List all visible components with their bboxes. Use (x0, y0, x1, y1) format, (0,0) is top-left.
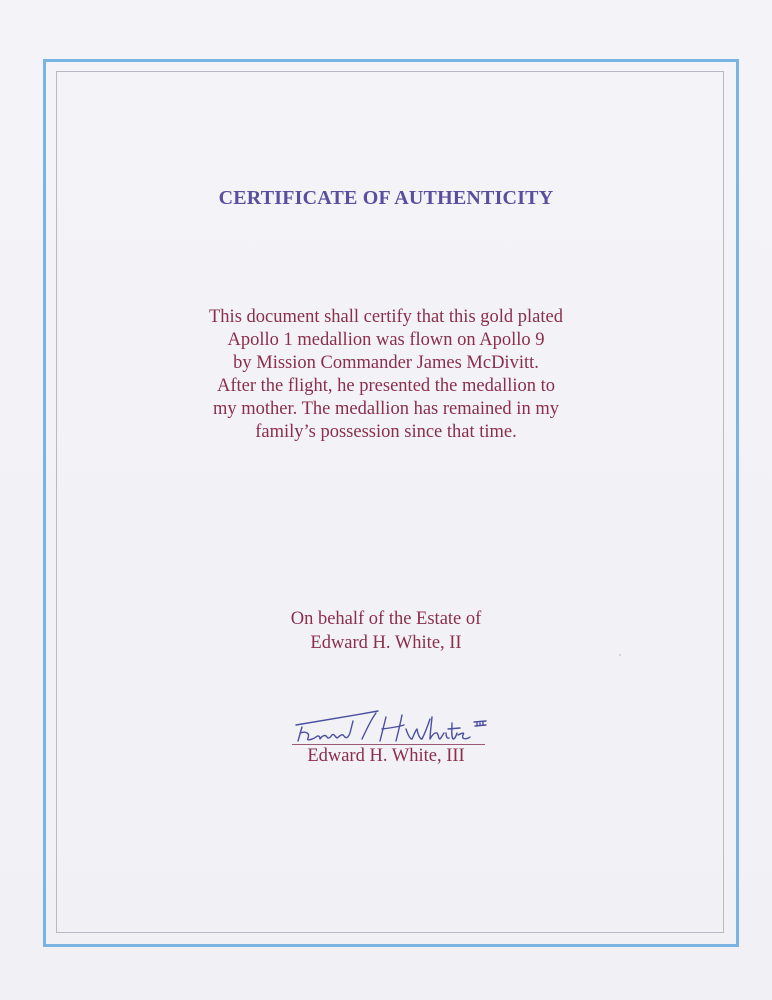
behalf-line: On behalf of the Estate of (290, 609, 482, 629)
signature-line (292, 744, 485, 745)
handwritten-signature-icon (290, 703, 490, 745)
body-line: This document shall certify that this gold plated (209, 307, 563, 327)
body-line: by Mission Commander James McDivitt. (233, 353, 539, 373)
body-line: Apollo 1 medallion was flown on Apollo 9 (227, 330, 545, 350)
certificate-body (0, 306, 772, 444)
signer-name: Edward H. White, III (307, 746, 465, 766)
body-line: family’s possession since that time. (255, 422, 517, 442)
certificate-title: CERTIFICATE OF AUTHENTICITY (218, 187, 554, 209)
on-behalf-of-block (0, 607, 772, 655)
body-line: my mother. The medallion has remained in my (213, 399, 559, 419)
body-line: After the flight, he presented the medallion to (216, 376, 556, 396)
behalf-line: Edward H. White, II (310, 633, 462, 653)
paper-speck (619, 654, 621, 656)
